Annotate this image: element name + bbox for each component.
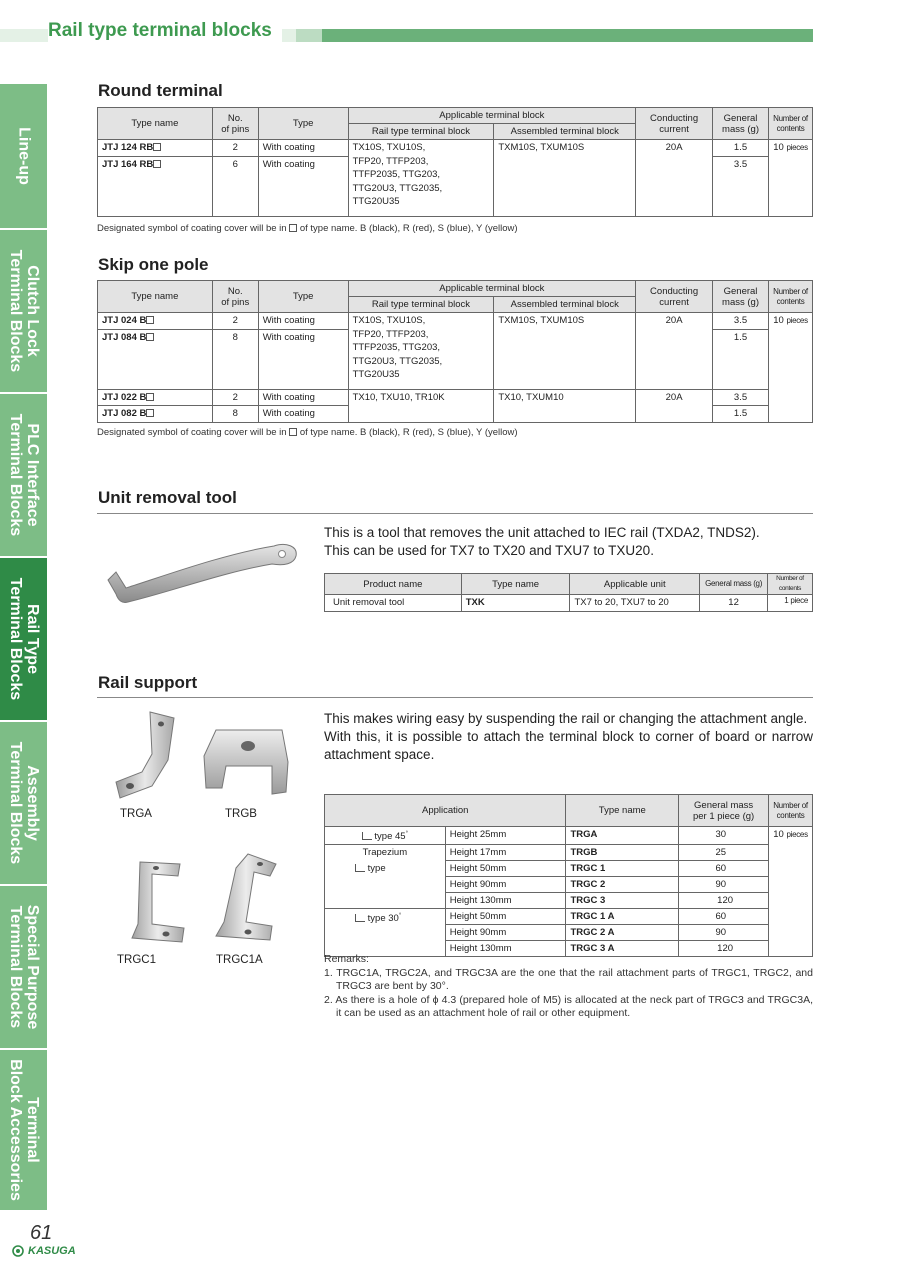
sidebar-tab-assembly[interactable]: [0, 722, 47, 886]
removal-tool-title: Unit removal tool: [98, 488, 237, 507]
table-row: JTJ 084 B 8 With coating 1.5: [98, 329, 813, 389]
sidebar-tab-label: Special Purpose Terminal Blocks: [6, 904, 41, 1030]
removal-description: This is a tool that removes the unit attached to IEC rail (TXDA2, TNDS2). This can be used for TX7 to TX20 and TXU7 to TXU20.: [324, 525, 760, 558]
table-row: Height 90mm TRGC 2 A 90: [325, 925, 813, 941]
col-type: Type: [258, 108, 348, 140]
header-stripe-dark: [322, 29, 813, 42]
skip-pole-table: Type name No. of pins Type Applicable terminal block Conducting current General mass (g) Number of contents Rail type terminal block Assembled terminal block JTJ 024 B 2 With coating TX10S, TXU10S, TFP20, TTFP203, TTFP2035, TTG203, TTG20U3, TTG2035, TTG20U35 TXM10S, TXUM10S 20A 3.5 10 pieces JTJ 084 B 8 With coating 1.5 JTJ 022 B 2 With coating TX10, TXU10, TR10K TX10, TXUM10 20A 3.5 JTJ 082 B 8 With coating 1.5: [97, 280, 813, 423]
sidebar-tab-label: Assembly Terminal Blocks: [6, 741, 41, 865]
sidebar-tab-block-accessories[interactable]: [0, 1050, 47, 1212]
table-row: JTJ 022 B 2 With coating TX10, TXU10, TR10K TX10, TXUM10 20A 3.5: [98, 389, 813, 406]
section-divider: [97, 697, 813, 698]
round-terminal-title: Round terminal: [98, 81, 223, 100]
trgc1-image: [118, 858, 190, 946]
table-row: type 30° Height 50mm TRGC 1 A 60: [325, 909, 813, 925]
header-stripe-mid: [296, 29, 324, 42]
sidebar-tab-plc-interface[interactable]: [0, 394, 47, 558]
rail-support-title: Rail support: [98, 673, 198, 692]
rail-cell: TX10S, TXU10S, TFP20, TTFP203, TTFP2035, TTG203, TTG20U3, TTG2035, TTG20U35: [348, 140, 494, 217]
trgc1a-image: [208, 852, 280, 944]
table-row: Height 90mm TRGC 2 90: [325, 877, 813, 893]
col-pins: No. of pins: [212, 108, 258, 140]
sidebar-tab-label: Clutch Lock Terminal Blocks: [6, 249, 41, 373]
rail-support-table: Application Type name General mass per 1 piece (g) Number of contents type 45° Height 25mm TRGA 30 10 pieces Trapezium Height 17mm TRGB 25 type Height 50mm TRGC 1 60 Height 90mm TRGC 2 90 Height 130mm TRGC 3 120 type 30° Height 50mm TRGC 1 A 60 Height 90mm TRGC 2 A 90 Height 130mm TRGC 3 A 120: [324, 794, 813, 957]
sidebar-tab-label: Line-up: [15, 127, 32, 185]
table-row: JTJ 024 B 2 With coating TX10S, TXU10S, TFP20, TTFP203, TTFP2035, TTG203, TTG20U3, TTG2035, TTG20U35 TXM10S, TXUM10S 20A 3.5 10 pieces: [98, 313, 813, 330]
col-mass: General mass (g): [713, 108, 769, 140]
skip-note: Designated symbol of coating cover will be in of type name. B (black), R (red), S (blue), Y (yellow): [97, 427, 518, 438]
unit-removal-tool-image: [104, 536, 300, 608]
caption-trgc1: TRGC1: [117, 954, 156, 966]
brand-logo: [12, 1245, 76, 1257]
trga-image: [112, 710, 182, 805]
col-type-name: Type name: [98, 108, 213, 140]
table-row: JTJ 082 B 8 With coating 1.5: [98, 406, 813, 423]
table-row: JTJ 124 RB 2 With coating TX10S, TXU10S, TFP20, TTFP203, TTFP2035, TTG203, TTG20U3, TTG2035, TTG20U35 TXM10S, TXUM10S 20A 1.5 10 pieces: [98, 140, 813, 157]
sidebar-tab-rail-type[interactable]: [0, 558, 47, 722]
type-name-cell: JTJ 164 RB: [98, 156, 213, 216]
sidebar-tab-clutch-lock[interactable]: [0, 230, 47, 394]
table-row: Height 130mm TRGC 3 A 120: [325, 941, 813, 957]
table-row: type Height 50mm TRGC 1 60: [325, 861, 813, 877]
table-row: Unit removal tool TXK TX7 to 20, TXU7 to 20 12 1 piece: [325, 595, 813, 612]
col-assembled: Assembled terminal block: [494, 124, 636, 140]
round-terminal-table: [97, 107, 813, 217]
round-note: Designated symbol of coating cover will be in of type name. B (black), R (red), S (blue), Y (yellow): [97, 223, 518, 234]
app-cell: type 45°: [325, 827, 446, 845]
col-applicable: Applicable terminal block: [348, 108, 636, 124]
col-contents: Number of contents: [768, 108, 812, 140]
caption-trgb: TRGB: [225, 808, 257, 820]
brand-logo-icon: [12, 1245, 26, 1257]
contents-cell: 10 pieces: [768, 140, 812, 217]
sidebar-tab-label: Terminal Block Accessories: [6, 1059, 41, 1201]
col-current: Conducting current: [636, 108, 713, 140]
remarks: Remarks: 1. TRGC1A, TRGC2A, and TRGC3A are the one that the rail attachment parts of TRGC1, TRGC2, and TRGC3 are bent by 30°. 2. As there is a hole of ϕ 4.3 (prepared hole of M5) is allocated at the neck part of TRGC3 and TRGC3A, it can be used as an attachment hole of rail or other equipment.: [324, 953, 813, 1019]
sidebar-tab-label: PLC Interface Terminal Blocks: [6, 413, 41, 537]
sidebar-tab-special-purpose[interactable]: [0, 886, 47, 1050]
trgb-image: [200, 726, 292, 798]
page-number: 61: [30, 1222, 53, 1244]
table-row: JTJ 164 RB 6 With coating 3.5: [98, 156, 813, 216]
table-row: Trapezium Height 17mm TRGB 25: [325, 845, 813, 861]
table-row: type 45° Height 25mm TRGA 30 10 pieces: [325, 827, 813, 845]
type-name-cell: JTJ 124 RB: [98, 140, 213, 157]
section-divider: [97, 513, 813, 514]
support-description: This makes wiring easy by suspending the rail or changing the attachment angle. With this, it is possible to attach the terminal block to corner of board or narrow attachment space.: [324, 711, 813, 762]
skip-pole-title: Skip one pole: [98, 255, 209, 274]
sidebar-tab-line-up[interactable]: [0, 84, 47, 230]
table-row: Height 130mm TRGC 3 120: [325, 893, 813, 909]
caption-trga: TRGA: [120, 808, 152, 820]
removal-tool-table: Product name Type name Applicable unit General mass (g) Number of contents Unit removal tool TXK TX7 to 20, TXU7 to 20 12 1 piece: [324, 573, 813, 612]
contents-cell: 10 pieces: [769, 827, 813, 957]
brand-logo-text: KASUGA: [28, 1245, 76, 1257]
col-rail: Rail type terminal block: [348, 124, 494, 140]
caption-trgc1a: TRGC1A: [216, 954, 263, 966]
contents-cell: 10 pieces: [768, 313, 812, 423]
page-header-title: Rail type terminal blocks: [48, 20, 282, 42]
sidebar-tab-label: Rail Type Terminal Blocks: [6, 577, 41, 701]
